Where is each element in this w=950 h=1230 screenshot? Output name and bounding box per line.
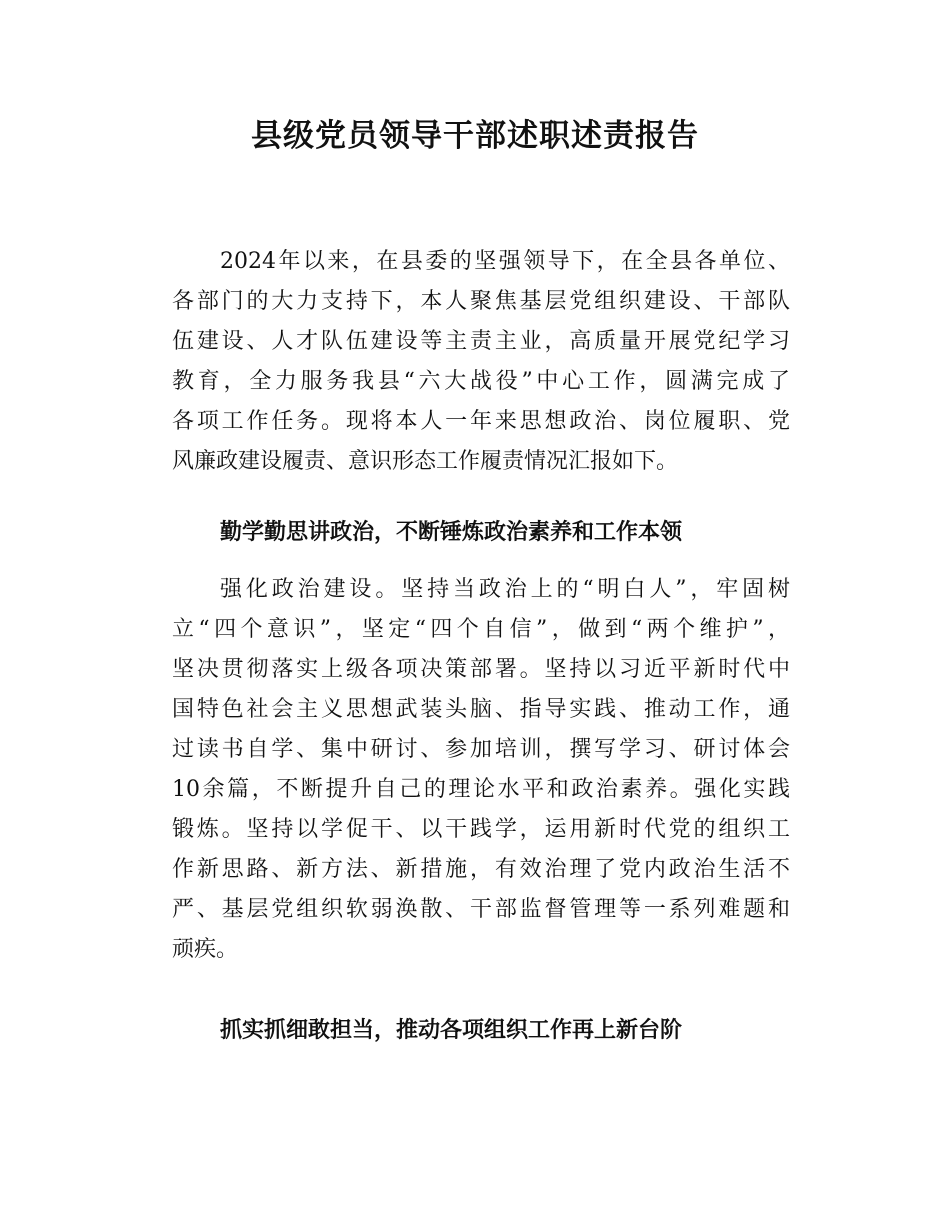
section-heading: 勤学勤思讲政治，不断锤炼政治素养和工作本领 bbox=[220, 519, 683, 545]
paragraph-line: 2024年以来，在县委的坚强领导下，在全县各单位、 bbox=[220, 249, 790, 274]
paragraph-line: 各部门的大力支持下，本人聚焦基层党组织建设、干部队 bbox=[172, 289, 790, 314]
section-heading: 抓实抓细敢担当，推动各项组织工作再上新台阶 bbox=[220, 1017, 683, 1043]
paragraph-line: 严、基层党组织软弱涣散、干部监督管理等一系列难题和 bbox=[172, 897, 790, 922]
paragraph-line: 各项工作任务。现将本人一年来思想政治、岗位履职、党 bbox=[172, 409, 790, 434]
paragraph-line: 坚决贯彻落实上级各项决策部署。坚持以习近平新时代中 bbox=[172, 657, 790, 682]
paragraph-line: 锻炼。坚持以学促干、以干践学，运用新时代党的组织工 bbox=[172, 817, 790, 842]
paragraph-line: 过读书自学、集中研讨、参加培训，撰写学习、研讨体会 bbox=[172, 737, 790, 762]
paragraph-line: 教育，全力服务我县“六大战役”中心工作，圆满完成了 bbox=[172, 369, 790, 394]
paragraph-line: 作新思路、新方法、新措施，有效治理了党内政治生活不 bbox=[172, 857, 790, 882]
document-title: 县级党员领导干部述职述责报告 bbox=[251, 118, 699, 154]
paragraph-line: 立“四个意识”，坚定“四个自信”，做到“两个维护”， bbox=[172, 617, 790, 642]
paragraph-line: 风廉政建设履责、意识形态工作履责情况汇报如下。 bbox=[172, 449, 679, 474]
paragraph-line: 伍建设、人才队伍建设等主责主业，高质量开展党纪学习 bbox=[172, 329, 790, 354]
paragraph-line: 顽疾。 bbox=[172, 937, 239, 962]
paragraph-line: 国特色社会主义思想武装头脑、指导实践、推动工作，通 bbox=[172, 697, 790, 722]
paragraph-line: 强化政治建设。坚持当政治上的“明白人”，牢固树 bbox=[220, 577, 790, 602]
paragraph-line: 10余篇，不断提升自己的理论水平和政治素养。强化实践 bbox=[172, 777, 790, 802]
